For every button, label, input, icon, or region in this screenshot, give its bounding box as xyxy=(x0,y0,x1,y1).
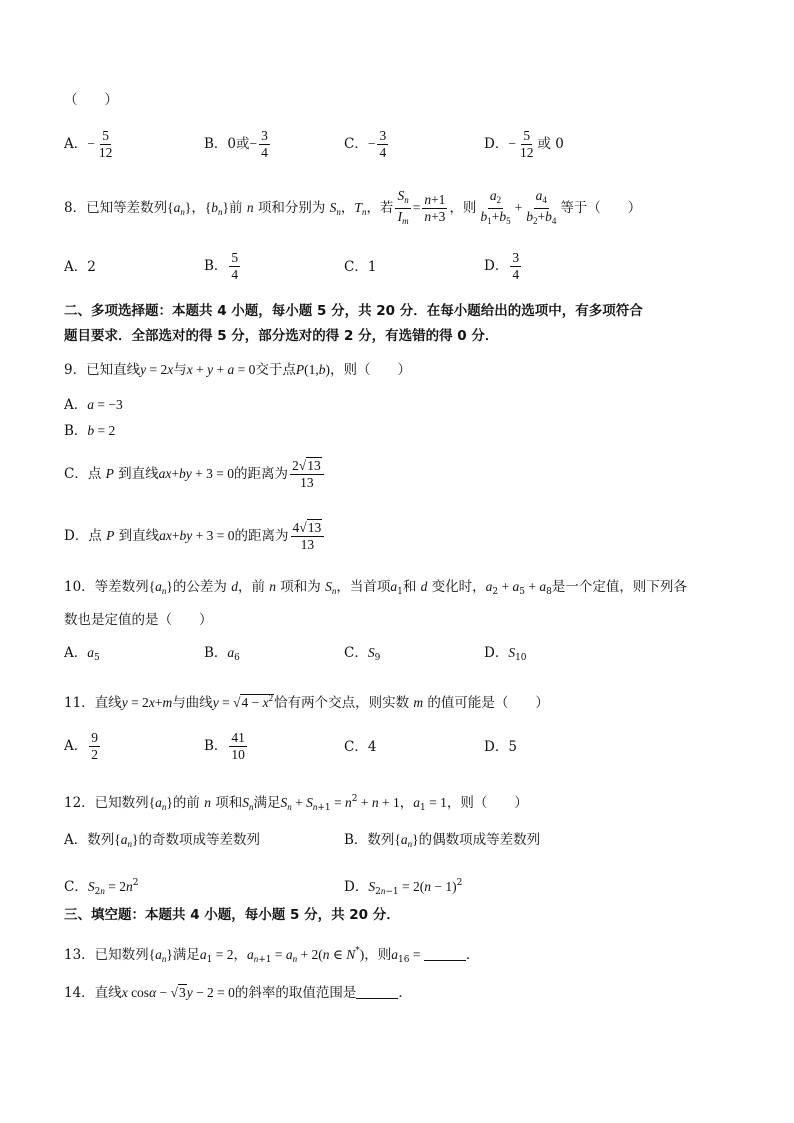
q9-option-a[interactable]: A．a = −3 xyxy=(64,397,123,413)
section2-heading-line2: 题目要求．全部选对的得 5 分，部分选对的得 2 分，有选错的得 0 分． xyxy=(64,328,499,344)
q10-option-b[interactable]: B．$a_6$ xyxy=(204,645,240,663)
q7-paren: （ ） xyxy=(64,92,118,108)
q11-option-c[interactable]: C．4 xyxy=(344,739,377,755)
q12-option-a[interactable]: A．数列$\{a_n\}$的奇数项成等差数列 xyxy=(64,832,260,849)
q9-option-b[interactable]: B．b = 2 xyxy=(64,423,116,439)
q12-stem: 12．已知数列$\{a_n\}$的前 n 项和$S_n$满足$S_n + S_{n+1} = n^2 + n + 1$，$a_1 = 1$，则（ ） xyxy=(64,794,528,813)
q9-option-c[interactable]: C．点 P 到直线ax+by + 3 = 0的距离为 $\frac{2√13}{13}$ xyxy=(64,458,326,491)
q9-stem: 9．已知直线y = 2x与x + y + a = 0交于点P(1,b)，则（ ） xyxy=(64,362,411,378)
q11-option-a[interactable]: A． $\frac{9}{2}$ xyxy=(64,730,98,762)
section3-heading: 三、填空题：本题共 4 小题，每小题 5 分，共 20 分． xyxy=(64,907,400,923)
section2-heading-line1: 二、多项选择题：本题共 4 小题，每小题 5 分，共 20 分．在每小题给出的选项中，有多项符合 xyxy=(64,303,643,319)
q10-option-a[interactable]: A．$a_5$ xyxy=(64,645,100,663)
q11-option-d[interactable]: D．5 xyxy=(484,739,517,755)
q8-option-a[interactable]: A．2 xyxy=(64,259,96,275)
q8-stem: 8．已知等差数列$\{a_n\}$，$\{b_n\}$前 n 项和分别为 $S_n$，$T_n$，若 $\frac{S_n}{I_m}$ = $\frac{n+1}{n+3}$ ，则 $\frac{a_2}{b_1+b_5}$ + $\frac{a_4}{b_2+b_4}$ 等于（ ） xyxy=(64,188,642,226)
q7-option-b[interactable]: B．0或− $\frac{3}{4}$ xyxy=(204,128,268,160)
q7-option-c[interactable]: C．− $\frac{3}{4}$ xyxy=(344,128,387,160)
q11-option-b[interactable]: B． $\frac{41}{10}$ xyxy=(204,730,245,762)
q10-stem-line2: 数也是定值的是（ ） xyxy=(64,612,213,628)
q8-option-c[interactable]: C．1 xyxy=(344,259,377,275)
q14-answer-blank[interactable] xyxy=(356,986,398,999)
q13-answer-blank[interactable] xyxy=(424,948,466,961)
q7-option-a[interactable]: A．− $\frac{5}{12}$ xyxy=(64,128,113,160)
q10-stem-line1: 10．等差数列$\{a_n\}$的公差为 d，前 n 项和为 $S_n$，当首项$a_1$和 d 变化时，$a_2 + a_5 + a_8$是一个定值，则下列各 xyxy=(64,579,687,597)
q9-option-d[interactable]: D．点 P 到直线ax+by + 3 = 0的距离为 $\frac{4√13}{13}$ xyxy=(64,520,326,553)
q12-option-d[interactable]: D．$S_{2n-1} = 2(n - 1)^2$ xyxy=(344,878,463,897)
q12-option-c[interactable]: C．$S_{2n} = 2n^2$ xyxy=(64,878,139,897)
q10-option-d[interactable]: D．$S_{10}$ xyxy=(484,645,527,663)
q10-option-c[interactable]: C．$S_9$ xyxy=(344,645,381,663)
q12-option-b[interactable]: B．数列$\{a_n\}$的偶数项成等差数列 xyxy=(344,832,541,849)
q14-stem: 14．直线x cosα − √3y − 2 = 0的斜率的取值范围是 ． xyxy=(64,985,412,1001)
q8-option-b[interactable]: B． $\frac{5}{4}$ xyxy=(204,250,239,282)
q13-stem: 13．已知数列$\{a_n\}$满足$a_1 = 2$，$a_{n+1} = a_n + 2(n$ ∈ N*)，则$a_{16}$ = ． xyxy=(64,946,480,965)
q7-option-d[interactable]: D．− $\frac{5}{12}$ 或 0 xyxy=(484,128,564,160)
q8-option-d[interactable]: D． $\frac{3}{4}$ xyxy=(484,250,520,282)
q11-stem: 11．直线y = 2x+m与曲线$y = √4 - x^2$恰有两个交点，则实数 m 的值可能是（ ） xyxy=(64,693,549,711)
